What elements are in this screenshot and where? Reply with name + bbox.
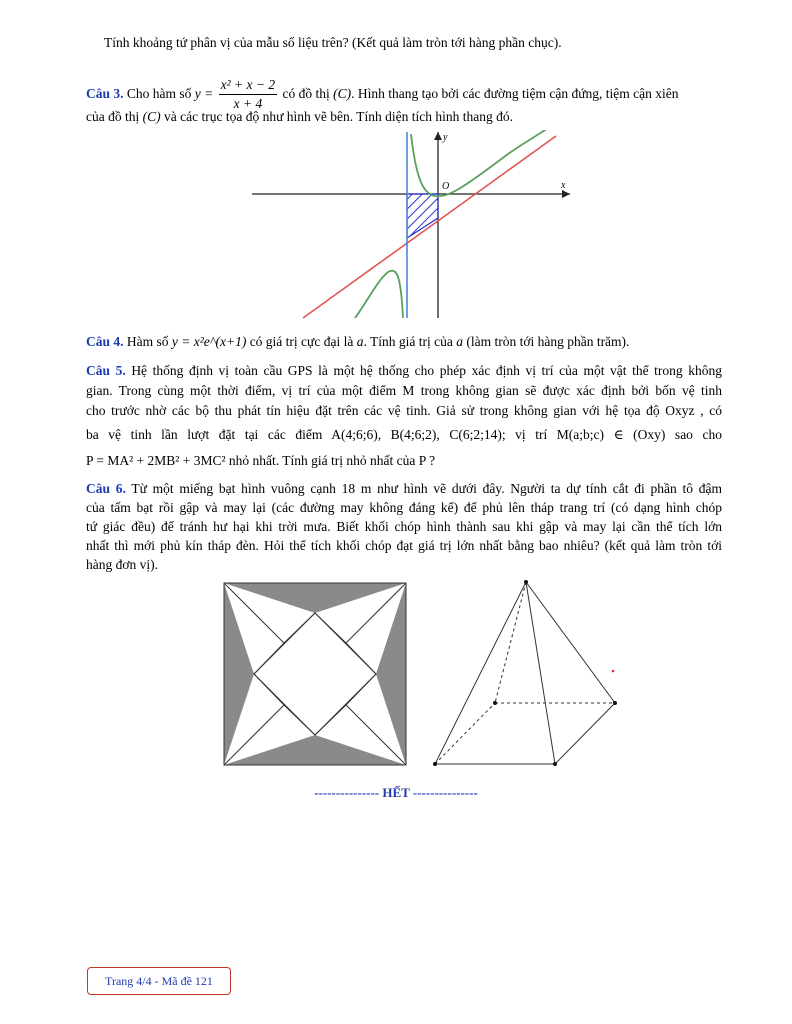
q5-line2: gian. Trong cùng một thời điểm, vị trí của một điểm M trong không gian sẽ được xác định bởi bốn vệ tinh	[86, 383, 722, 398]
q3-label: Câu 3.	[86, 86, 124, 101]
q5-label: Câu 5.	[86, 363, 126, 378]
q3-line2	[86, 107, 722, 127]
tarp-square-figure	[222, 581, 408, 767]
pyramid-figure	[428, 578, 624, 770]
q5-line1	[86, 361, 722, 381]
q5-line5: P = MA² + 2MB² + 3MC² nhỏ nhất. Tính giá trị nhỏ nhất của P ?	[86, 453, 436, 468]
q3-graph-name-2: (C)	[142, 109, 161, 124]
end-marker: --------------- HẾT ---------------	[314, 785, 478, 800]
q4-var: a	[356, 334, 364, 349]
q3-line2-b: và các trục tọa độ như hình vẽ bên. Tính diện tích hình thang đó.	[164, 109, 513, 124]
q3-text-b: có đồ thị	[282, 86, 330, 101]
q3-text-a: Cho hàm số	[126, 86, 192, 101]
q5-line3: cho trước nhờ các bộ thu phát tín hiệu đặt trên các vệ tinh. Giả sử trong không gian với hệ tọa độ Oxyz , có	[86, 403, 722, 418]
q4-formula: y = x²e^(x+1)	[171, 334, 247, 349]
q6-line1-text: Từ một miếng bạt hình vuông cạnh 18 m như hình vẽ dưới đây. Người ta dự tính cắt đi phần tô đậm	[131, 481, 722, 496]
origin-label: O	[442, 181, 450, 192]
intro-line: Tính khoảng tứ phân vị của mẫu số liệu trên? (Kết quả làm tròn tới hàng phần chục).	[104, 35, 562, 50]
x-axis-arrow	[562, 190, 570, 198]
oblique-asymptote	[303, 136, 556, 318]
q3-graph-figure	[248, 130, 578, 320]
q6-line3: tứ giác đều) để tránh hư hại khi trời mưa. Biết khối chóp hình thành sau khi gập và may lại cần thể tích lớn	[86, 519, 722, 534]
q6-label: Câu 6.	[86, 481, 126, 496]
q4-text: Hàm số	[126, 334, 169, 349]
q4-label: Câu 4.	[86, 334, 124, 349]
q4-text-b: có giá trị cực đại là	[249, 334, 354, 349]
q6-line4: nhất thì mới phủ kín tháp đèn. Hỏi thể tích khối chóp đạt giá trị lớn nhất bằng bao nhiêu? (kết quả làm tròn tới	[86, 538, 722, 553]
q6-line1	[86, 479, 722, 499]
curve-left-branch	[355, 271, 403, 318]
axis-y-label: y	[443, 132, 448, 143]
q6-line2: của tấm bạt rồi gập và may lại (các đường may không đáng kể) để phủ lên tháp trang trí (có dạng hình chóp	[86, 500, 722, 515]
q3-numerator: x² + x − 2	[219, 76, 278, 95]
q4-text-c: . Tính giá trị của	[363, 334, 453, 349]
q3-text-c: . Hình thang tạo bởi các đường tiệm cận đứng, tiệm cận xiên	[351, 86, 679, 101]
page-footer: Trang 4/4 - Mã đề 121	[87, 967, 231, 995]
curve-right-branch	[411, 130, 551, 196]
q4-text-d: (làm tròn tới hàng phần trăm).	[466, 334, 630, 349]
q5-line4: ba vệ tinh lần lượt đặt tại các điểm A(4;6;6), B(4;6;2), C(6;2;14); vị trí M(a;b;c) ∈ (Oxy) sao cho	[86, 427, 722, 442]
q4-line	[86, 332, 722, 352]
q5-line1-text: Hệ thống định vị toàn cầu GPS là một hệ thống cho phép xác định vị trí của một vật thể trong không	[131, 363, 723, 378]
q3-y-eq: y =	[194, 86, 214, 101]
y-axis-arrow	[434, 132, 442, 140]
q3-line2-a: của đồ thị	[86, 109, 140, 124]
q3-denominator: x + 4	[233, 96, 263, 112]
q4-var-2: a	[456, 334, 463, 349]
q3-graph-name: (C)	[333, 86, 352, 101]
axis-x-label: x	[561, 180, 566, 191]
q6-line5: hàng đơn vị).	[86, 557, 159, 572]
